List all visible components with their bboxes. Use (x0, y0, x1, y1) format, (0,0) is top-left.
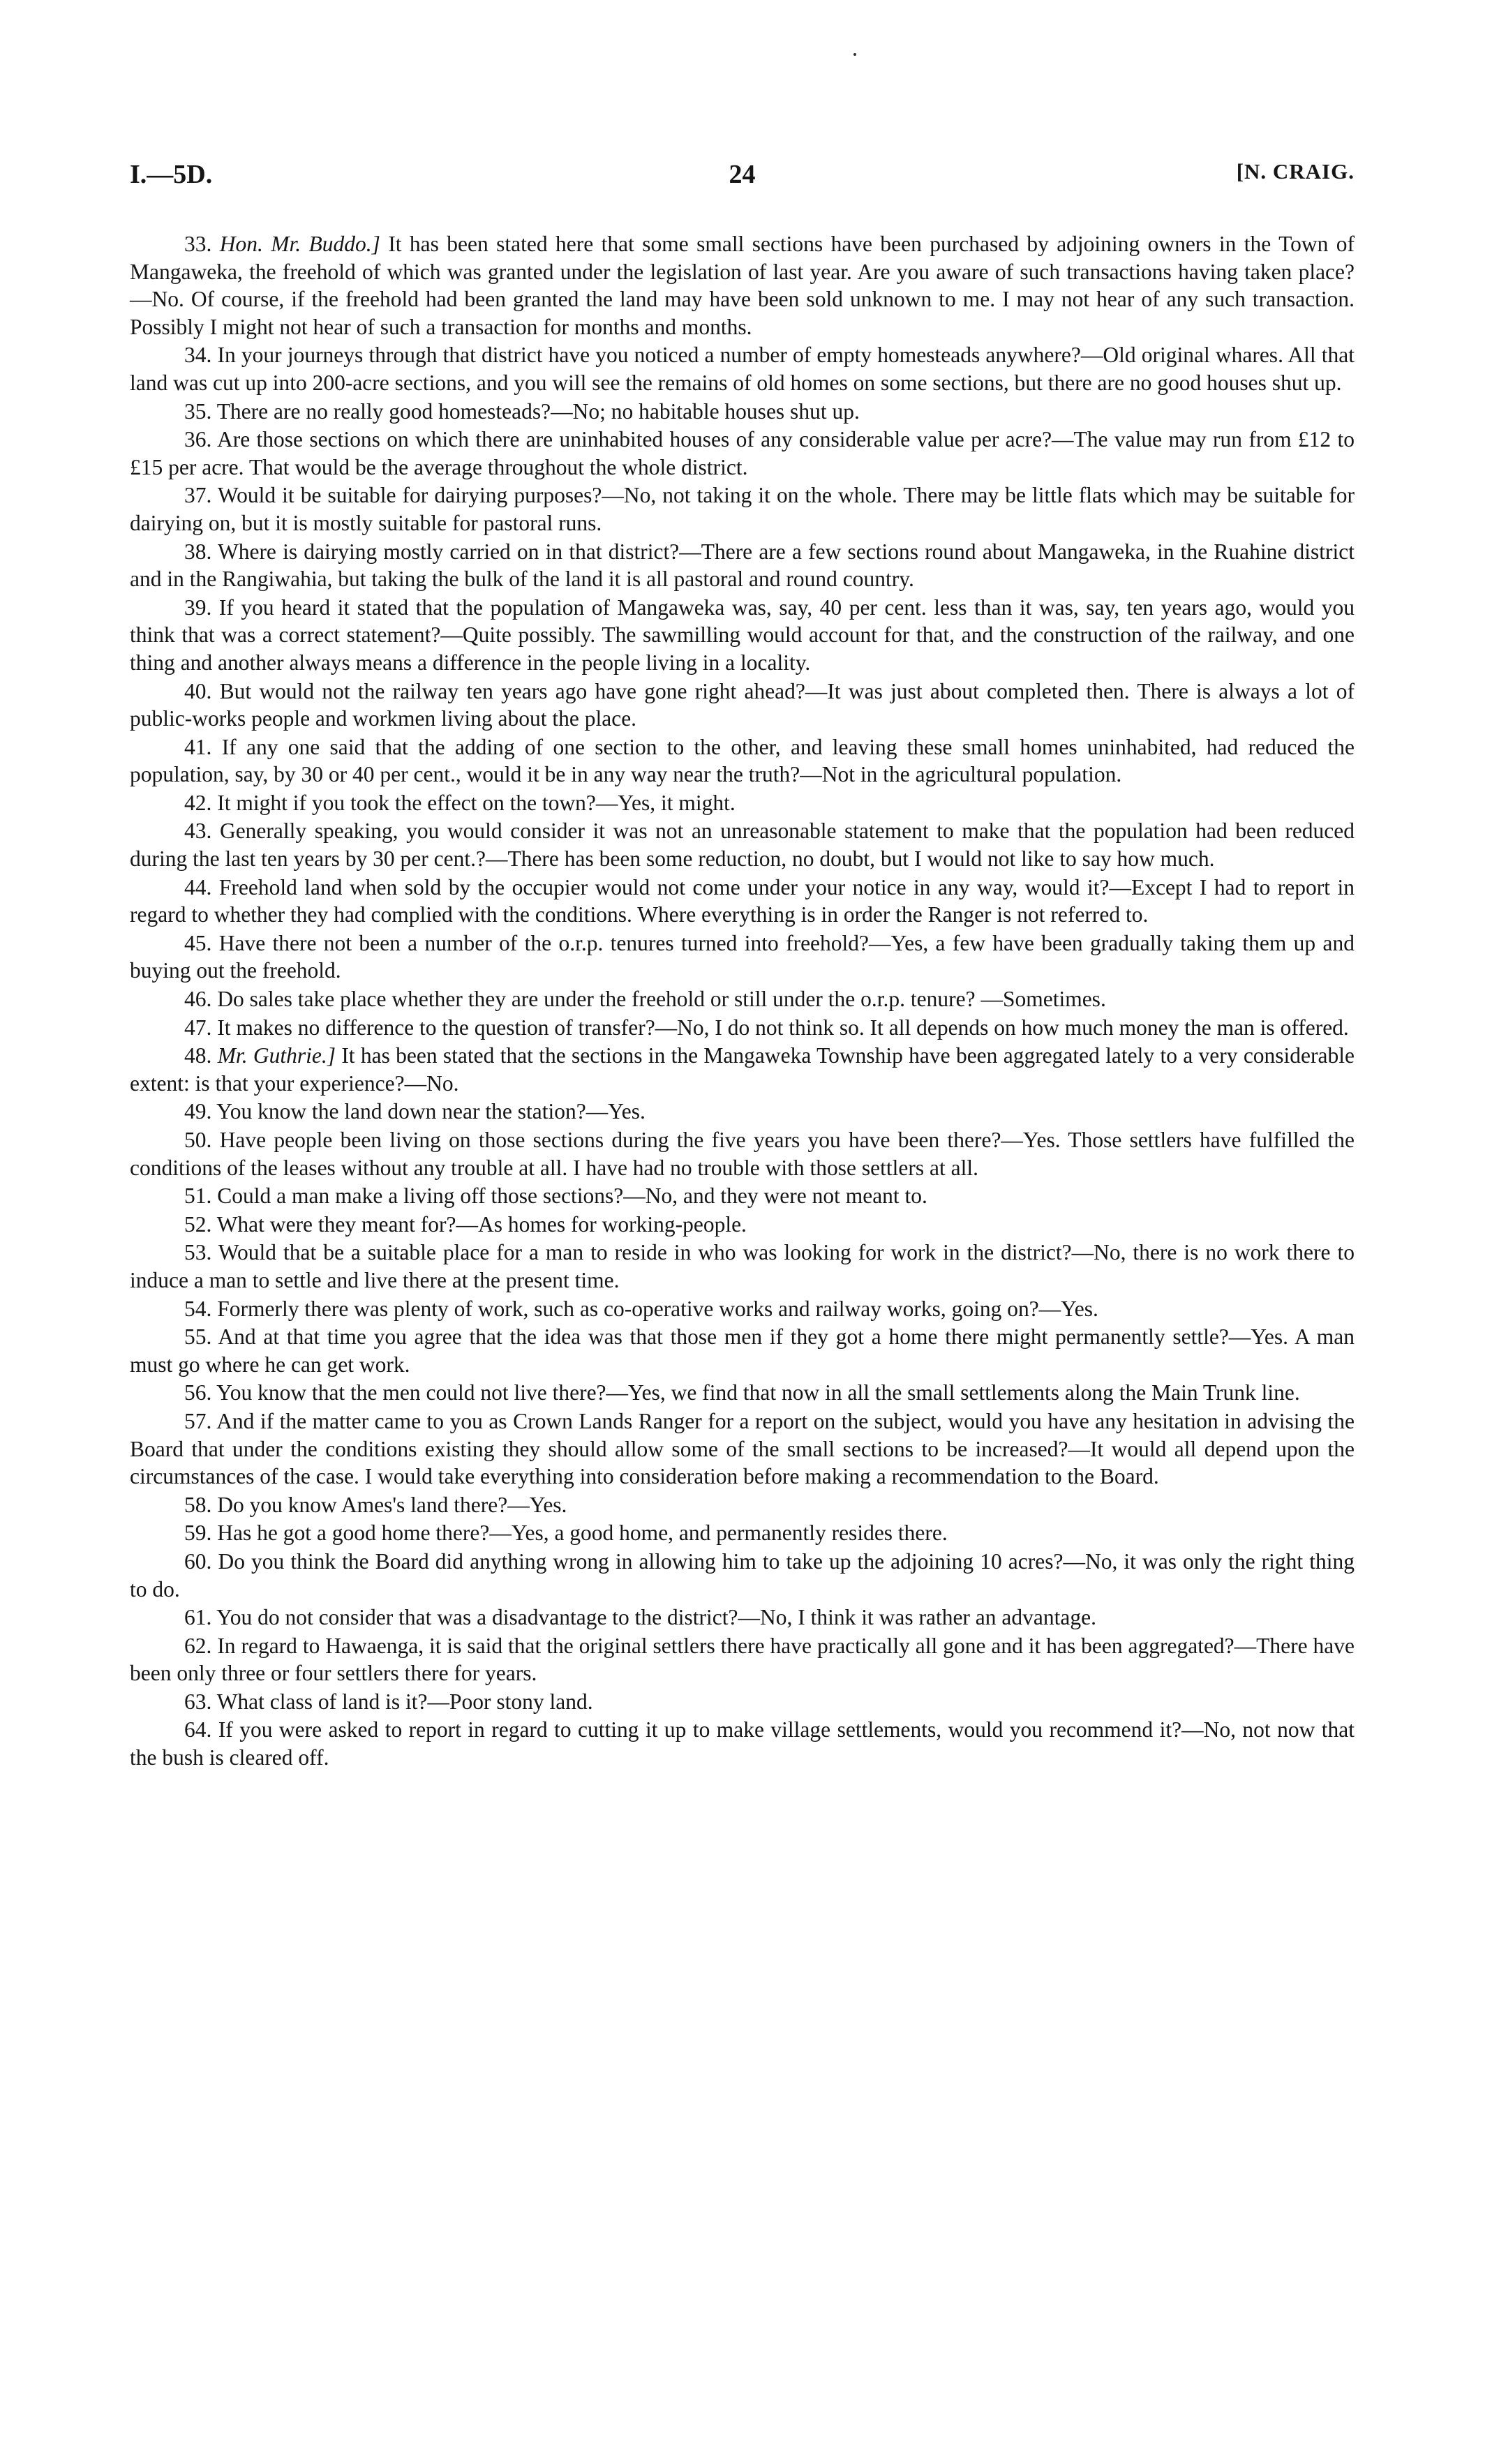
question-text: It has been stated here that some small sections have been purchased by adjoining owners in the Town of Mangaweka, the freehold of which was granted under the legislation of last year. Are you aware of such transactions having taken place?—No. Of course, if the freehold had been granted the land may have been sold unknown to me. I may not hear of any such transaction. Possibly I might not hear of such a transaction for months and months. (130, 232, 1355, 339)
question-text: Would that be a suitable place for a man to reside in who was looking for work in the district?—No, there is no work there to induce a man to settle and live there at the present time. (130, 1240, 1355, 1292)
question-paragraph (130, 426, 1355, 481)
question-number: 56. (184, 1380, 212, 1405)
question-number: 39. (184, 595, 212, 620)
question-text: You do not consider that was a disadvantage to the district?—No, I think it was rather an advantage. (216, 1605, 1096, 1630)
question-paragraph (130, 733, 1355, 789)
question-number: 52. (184, 1211, 212, 1237)
question-paragraph (130, 1098, 1355, 1126)
question-number: 60. (184, 1548, 212, 1574)
question-paragraph (130, 481, 1355, 537)
question-text: You know the land down near the station?—Yes. (216, 1099, 646, 1124)
page-header (130, 159, 1355, 201)
question-number: 43. (184, 819, 212, 844)
question-paragraph (130, 1211, 1355, 1239)
question-text: If you were asked to report in regard to cutting it up to make village settlements, would you recommend it?—No, not now that the bush is cleared off. (130, 1717, 1355, 1770)
question-paragraph (130, 1548, 1355, 1603)
question-number: 62. (184, 1633, 212, 1658)
question-paragraph (130, 1491, 1355, 1519)
question-paragraph (130, 1014, 1355, 1042)
question-paragraph (130, 985, 1355, 1013)
question-text: What class of land is it?—Poor stony land. (216, 1689, 593, 1714)
question-paragraph (130, 230, 1355, 341)
question-paragraph (130, 1519, 1355, 1547)
question-text: You know that the men could not live there?—Yes, we find that now in all the small settlements along the Main Trunk line. (216, 1380, 1300, 1405)
question-paragraph (130, 341, 1355, 396)
question-number: 41. (184, 734, 212, 759)
question-text: Could a man make a living off those sections?—No, and they were not meant to. (217, 1184, 927, 1209)
question-text: Would it be suitable for dairying purposes?—No, not taking it on the whole. There may be little flats which may be suitable for dairying on, but it is mostly suitable for pastoral runs. (130, 483, 1355, 535)
document-page (130, 0, 1355, 2464)
question-text: Have people been living on those sections during the five years you have been there?—Yes. Those settlers have fulfilled the conditions of the leases without any trouble at all. I have had no trouble with those settlers at all. (130, 1128, 1355, 1180)
question-text: It has been stated that the sections in the Mangaweka Township have been aggregated lately to a very considerable extent: is that your experience?—No. (130, 1043, 1355, 1096)
question-text: Freehold land when sold by the occupier would not come under your notice in any way, would it?—Except I had to report in regard to whether they had complied with the conditions. Where everything is in order the Ranger is not referred to. (130, 874, 1355, 927)
question-paragraph (130, 1716, 1355, 1771)
question-paragraph (130, 817, 1355, 872)
question-paragraph (130, 929, 1355, 985)
question-number: 54. (184, 1296, 212, 1321)
question-text: Has he got a good home there?—Yes, a good home, and permanently resides there. (217, 1521, 948, 1546)
question-text: In regard to Hawaenga, it is said that the original settlers there have practically all gone and it has been aggregated?—There have been only three or four settlers there for years. (130, 1633, 1355, 1686)
question-text: And if the matter came to you as Crown Lands Ranger for a report on the subject, would you have any hesitation in advising the Board that under the conditions existing they should allow some of the small sections to be increased?—It would all depend upon the circumstances of the case. I would take everything into consideration before making a recommendation to the Board. (130, 1408, 1355, 1489)
question-text: Do you think the Board did anything wrong in allowing him to take up the adjoining 10 acres?—No, it was only the right thing to do. (130, 1548, 1355, 1601)
testimony-body (130, 230, 1355, 1772)
question-number: 34. (184, 343, 212, 368)
question-number: 37. (184, 483, 212, 508)
question-number: 64. (184, 1717, 212, 1742)
question-number: 48. (184, 1043, 212, 1068)
question-text: If you heard it stated that the population of Mangaweka was, say, 40 per cent. less than it was, say, ten years ago, would you think that was a correct statement?—Quite possibly. The sawmilling would account for that, and the construction of the railway, and one thing and another always means a difference in the people living in a locality. (130, 595, 1355, 675)
question-text: But would not the railway ten years ago have gone right ahead?—It was just about completed then. There is always a lot of public-works people and workmen living about the place. (130, 678, 1355, 731)
speaker-name: Mr. Guthrie.] (217, 1043, 336, 1068)
question-paragraph (130, 1182, 1355, 1210)
question-paragraph (130, 1042, 1355, 1097)
question-text: Do you know Ames's land there?—Yes. (217, 1492, 567, 1517)
question-number: 36. (184, 427, 212, 452)
question-number: 38. (184, 539, 212, 564)
question-text: Are those sections on which there are uninhabited houses of any considerable value per acre?—The value may run from £12 to £15 per acre. That would be the average throughout the whole district. (130, 427, 1355, 479)
question-paragraph (130, 678, 1355, 733)
question-number: 33. (184, 232, 212, 256)
question-text: Where is dairying mostly carried on in that district?—There are a few sections round about Mangaweka, in the Ruahine district and in the Rangiwahia, but taking the bulk of the land it is all pastoral and round country. (130, 539, 1355, 592)
question-number: 45. (184, 930, 212, 955)
question-paragraph (130, 1408, 1355, 1491)
question-number: 59. (184, 1521, 212, 1546)
question-number: 35. (184, 398, 212, 424)
question-paragraph (130, 1295, 1355, 1323)
question-number: 53. (184, 1240, 212, 1265)
question-number: 47. (184, 1015, 212, 1040)
question-paragraph (130, 1379, 1355, 1407)
speaker-name: Hon. Mr. Buddo.] (219, 232, 380, 256)
question-number: 42. (184, 790, 212, 815)
question-number: 50. (184, 1128, 212, 1152)
question-text: And at that time you agree that the idea was that those men if they got a home there might permanently settle?—Yes. A man must go where he can get work. (130, 1324, 1355, 1377)
question-text: It might if you took the effect on the town?—Yes, it might. (217, 790, 736, 815)
question-number: 51. (184, 1184, 212, 1209)
page-number: 24 (729, 160, 756, 189)
witness-name: [N. CRAIG. (1236, 159, 1355, 184)
question-paragraph (130, 1323, 1355, 1378)
question-paragraph (130, 1632, 1355, 1687)
question-text: In your journeys through that district have you noticed a number of empty homesteads anywhere?—Old original whares. All that land was cut up into 200-acre sections, and you will see the remains of old homes on some sections, but there are no good houses shut up. (130, 343, 1355, 395)
question-number: 55. (184, 1324, 212, 1350)
question-text: There are no really good homesteads?—No; no habitable houses shut up. (216, 398, 860, 424)
question-number: 61. (184, 1605, 212, 1630)
question-number: 57. (184, 1408, 212, 1433)
question-number: 63. (184, 1689, 212, 1714)
question-number: 46. (184, 987, 212, 1012)
question-number: 58. (184, 1492, 212, 1517)
question-number: 40. (184, 678, 212, 703)
question-text: If any one said that the adding of one section to the other, and leaving these small homes uninhabited, had reduced the population, say, by 30 or 40 per cent., would it be in any way near the truth?—Not in the agricultural population. (130, 734, 1355, 787)
question-paragraph (130, 1688, 1355, 1716)
question-text: Do sales take place whether they are under the freehold or still under the o.r.p. tenure? —Sometimes. (217, 987, 1106, 1012)
question-paragraph (130, 1604, 1355, 1632)
question-number: 44. (184, 874, 212, 899)
question-paragraph (130, 1239, 1355, 1294)
question-paragraph (130, 594, 1355, 677)
question-paragraph (130, 398, 1355, 426)
question-text: Formerly there was plenty of work, such as co-operative works and railway works, going on?—Yes. (217, 1296, 1098, 1321)
question-paragraph (130, 538, 1355, 593)
question-text: What were they meant for?—As homes for working-people. (216, 1211, 747, 1237)
question-paragraph (130, 789, 1355, 817)
question-text: Generally speaking, you would consider it was not an unreasonable statement to make that the population had been reduced during the last ten years by 30 per cent.?—There has been some reduction, no doubt, but I would not like to say how much. (130, 819, 1355, 872)
question-text: It makes no difference to the question of transfer?—No, I do not think so. It all depends on how much money the man is offered. (217, 1015, 1349, 1040)
question-number: 49. (184, 1099, 212, 1124)
question-paragraph (130, 1126, 1355, 1181)
question-paragraph (130, 874, 1355, 929)
question-text: Have there not been a number of the o.r.p. tenures turned into freehold?—Yes, a few have been gradually taking them up and buying out the freehold. (130, 930, 1355, 983)
document-reference: I.—5D. (130, 160, 213, 189)
